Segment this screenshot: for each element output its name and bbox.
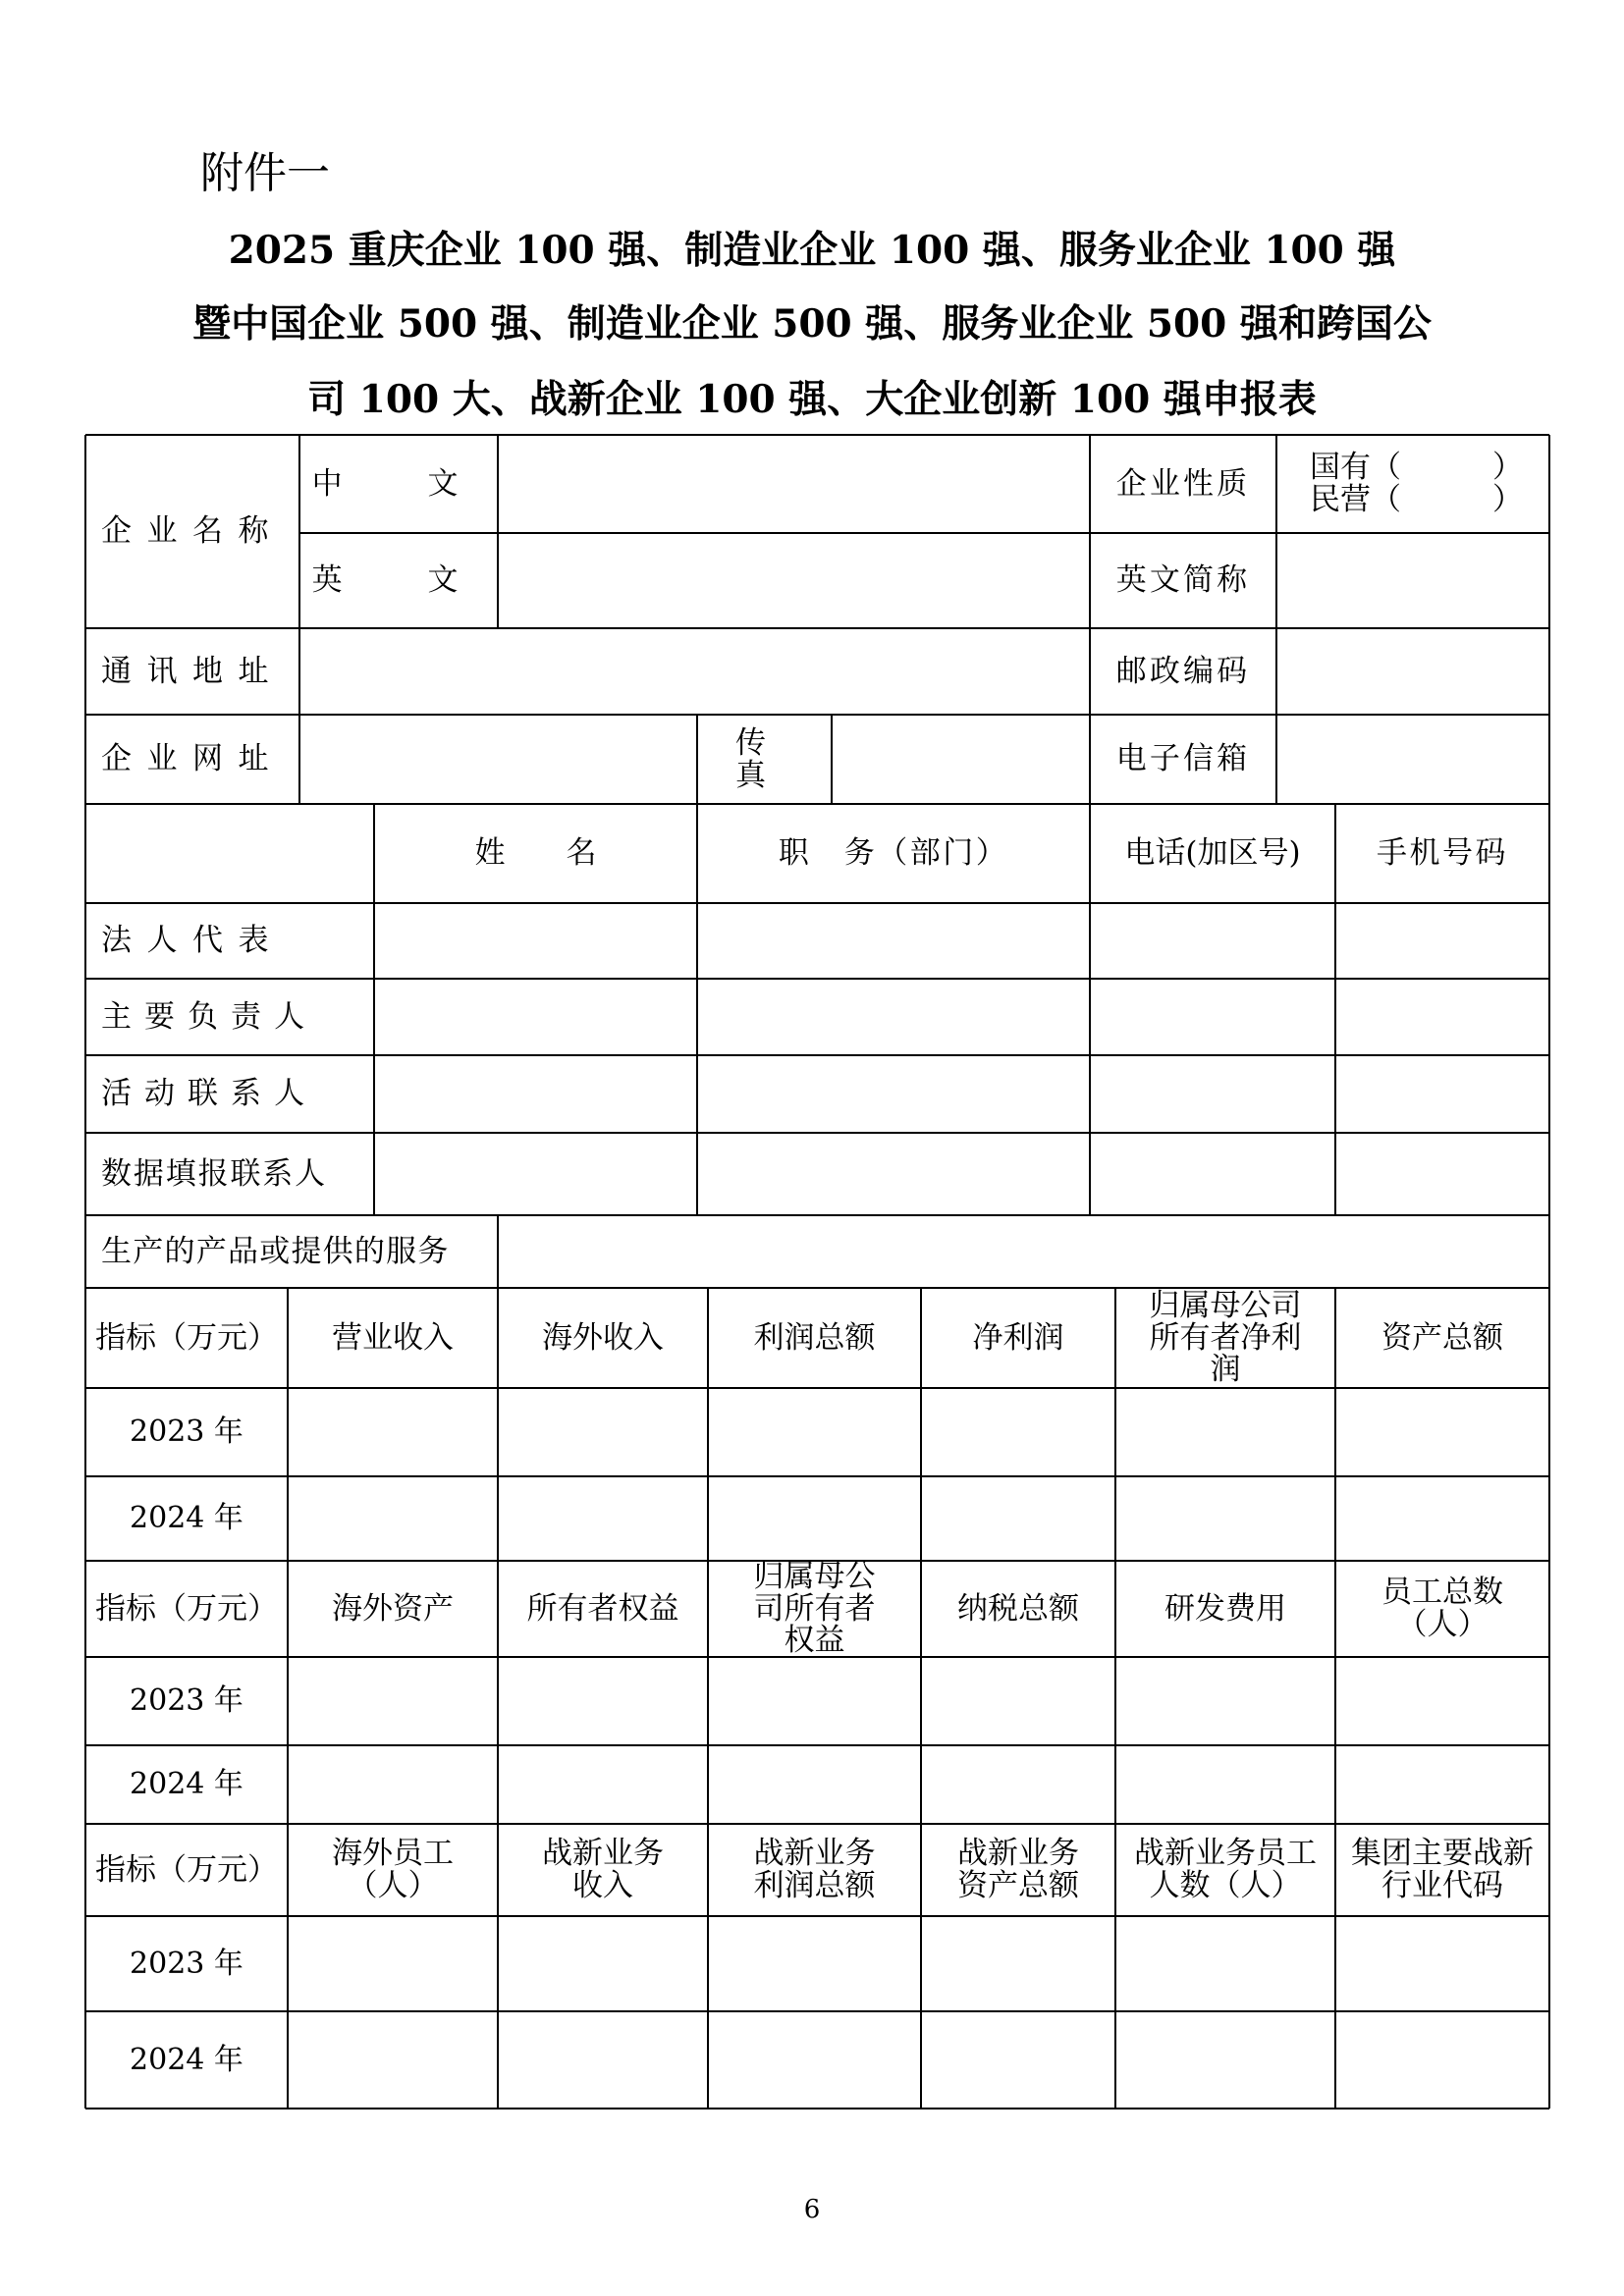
postcode-field[interactable] bbox=[1276, 628, 1549, 715]
metrics-2-col-3: 归属母公司所有者权益 bbox=[753, 1559, 876, 1659]
email-label: 电子信箱 bbox=[1115, 741, 1251, 777]
website-field[interactable] bbox=[299, 715, 697, 804]
metrics-3-year-2024: 2024 年 bbox=[130, 2042, 244, 2077]
products-field[interactable] bbox=[498, 1215, 1549, 1288]
metrics-2-year-2023: 2023 年 bbox=[130, 1683, 244, 1719]
data-contact-label: 数据填报联系人 bbox=[101, 1155, 328, 1192]
metrics-1-col-1: 营业收入 bbox=[332, 1319, 454, 1356]
private-option[interactable]: 民营（ ） bbox=[1310, 482, 1523, 517]
contact-header-phone: 电话(加区号) bbox=[1124, 835, 1301, 872]
metrics-1-year-2024: 2024 年 bbox=[130, 1501, 244, 1536]
company-nature-label: 企业性质 bbox=[1115, 465, 1251, 502]
metrics-3-col-6: 集团主要战新行业代码 bbox=[1351, 1836, 1534, 1903]
page-number: 6 bbox=[803, 2195, 821, 2224]
metrics-2-col-5: 研发费用 bbox=[1164, 1590, 1286, 1627]
metrics-3-col-1: 海外员工（人） bbox=[332, 1836, 454, 1903]
english-abbr-field[interactable] bbox=[1276, 533, 1549, 628]
chinese-name-field[interactable] bbox=[498, 435, 1090, 533]
fax-label: 传 真 bbox=[735, 724, 851, 793]
main-responsible-label: 主要负责人 bbox=[101, 998, 318, 1035]
postcode-label: 邮政编码 bbox=[1115, 653, 1251, 689]
metrics-3-indicator: 指标（万元） bbox=[95, 1851, 278, 1888]
form-title-line-2: 暨中国企业 500 强、制造业企业 500 强、服务业企业 500 强和跨国公 bbox=[192, 301, 1432, 347]
metrics-2-col-1: 海外资产 bbox=[332, 1590, 454, 1627]
metrics-3-col-4: 战新业务资产总额 bbox=[957, 1836, 1079, 1903]
chinese-name-label: 中 文 bbox=[311, 465, 486, 502]
products-label: 生产的产品或提供的服务 bbox=[101, 1233, 450, 1269]
activity-contact-label: 活动联系人 bbox=[101, 1076, 318, 1112]
metrics-2-col-4: 纳税总额 bbox=[957, 1590, 1079, 1627]
address-field[interactable] bbox=[299, 628, 1090, 715]
english-name-field[interactable] bbox=[498, 533, 1090, 628]
company-name-label: 企业名称 bbox=[101, 513, 284, 550]
metrics-2-col-2: 所有者权益 bbox=[526, 1590, 679, 1627]
metrics-3-col-2: 战新业务收入 bbox=[542, 1836, 664, 1903]
metrics-1-col-2: 海外收入 bbox=[542, 1319, 664, 1356]
metrics-1-col-6: 资产总额 bbox=[1381, 1319, 1503, 1356]
state-owned-option[interactable]: 国有（ ） bbox=[1310, 450, 1523, 486]
metrics-1-year-2023: 2023 年 bbox=[130, 1415, 244, 1450]
website-label: 企业网址 bbox=[101, 741, 284, 777]
metrics-3-col-5: 战新业务员工人数（人） bbox=[1134, 1836, 1317, 1903]
contact-header-position: 职 务（部门） bbox=[778, 835, 1009, 872]
company-nature-options bbox=[1276, 435, 1549, 533]
metrics-1-col-4: 净利润 bbox=[972, 1319, 1064, 1356]
metrics-3-year-2023: 2023 年 bbox=[130, 1946, 244, 1981]
address-label: 通讯地址 bbox=[101, 653, 284, 689]
contact-header-mobile: 手机号码 bbox=[1377, 835, 1508, 872]
legal-representative-label: 法人代表 bbox=[101, 923, 284, 959]
email-field[interactable] bbox=[1276, 715, 1549, 804]
english-name-label: 英 文 bbox=[311, 562, 486, 599]
form-title-line-3: 司 100 大、战新企业 100 强、大企业创新 100 强申报表 bbox=[307, 377, 1317, 422]
contact-header-name: 姓 名 bbox=[474, 835, 597, 872]
metrics-1-col-5: 归属母公司所有者净利润 bbox=[1149, 1288, 1302, 1388]
metrics-1-col-3: 利润总额 bbox=[753, 1319, 876, 1356]
fax-field[interactable] bbox=[832, 715, 1090, 804]
metrics-2-col-6: 员工总数（人） bbox=[1381, 1575, 1503, 1642]
metrics-2-year-2024: 2024 年 bbox=[130, 1767, 244, 1802]
form-title-line-1: 2025 重庆企业 100 强、制造业企业 100 强、服务业企业 100 强 bbox=[228, 228, 1396, 273]
annex-label: 附件一 bbox=[200, 148, 330, 198]
metrics-2-indicator: 指标（万元） bbox=[95, 1590, 278, 1627]
metrics-3-col-3: 战新业务利润总额 bbox=[753, 1836, 876, 1903]
english-abbr-label: 英文简称 bbox=[1115, 562, 1251, 599]
metrics-1-indicator: 指标（万元） bbox=[95, 1319, 278, 1356]
